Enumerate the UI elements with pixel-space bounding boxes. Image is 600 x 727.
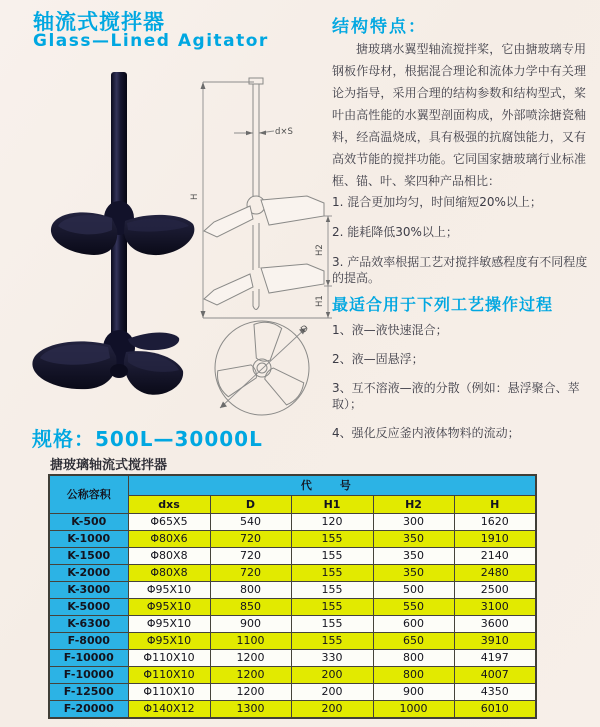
spec-range-label: 规格：500L—30000L: [32, 427, 263, 451]
value-cell: 1200: [210, 650, 291, 667]
model-cell: K-500: [49, 514, 128, 531]
value-cell: 540: [210, 514, 291, 531]
col-header-d: D: [210, 496, 291, 514]
value-cell: Φ95X10: [128, 582, 210, 599]
value-cell: 300: [373, 514, 454, 531]
value-cell: 350: [373, 531, 454, 548]
table-row: [49, 701, 536, 719]
feature-item: 2. 能耗降低30%以上；: [332, 225, 458, 239]
table-row: [49, 684, 536, 701]
value-cell: 4007: [454, 667, 536, 684]
value-cell: 155: [291, 548, 373, 565]
applications-heading: 最适合用于下列工艺操作过程: [332, 295, 554, 314]
model-cell: K-1500: [49, 548, 128, 565]
value-cell: 900: [210, 616, 291, 633]
top-view-drawing: [214, 320, 311, 415]
application-item: 4、强化反应釜内液体物料的流动；: [332, 426, 520, 440]
col-header-code-group: 代 号: [128, 475, 536, 496]
value-cell: 1000: [373, 701, 454, 719]
dim-label-d: D: [299, 323, 311, 336]
value-cell: 3600: [454, 616, 536, 633]
value-cell: Φ110X10: [128, 650, 210, 667]
spec-table-caption: 搪玻璃轴流式搅拌器: [50, 458, 168, 473]
value-cell: 720: [210, 548, 291, 565]
value-cell: Φ95X10: [128, 616, 210, 633]
page-title-cn: 轴流式搅拌器: [33, 10, 165, 34]
value-cell: 155: [291, 531, 373, 548]
model-cell: K-5000: [49, 599, 128, 616]
value-cell: 155: [291, 616, 373, 633]
table-row: [49, 514, 536, 531]
model-cell: K-2000: [49, 565, 128, 582]
value-cell: Φ80X8: [128, 565, 210, 582]
application-item: 3、互不溶液—液的分散（例如：悬浮聚合、萃取）；: [332, 381, 580, 411]
table-row: [49, 616, 536, 633]
col-header-h: H: [454, 496, 536, 514]
model-cell: K-1000: [49, 531, 128, 548]
col-header-dxs: dxs: [128, 496, 210, 514]
value-cell: 850: [210, 599, 291, 616]
product-illustrations: [8, 58, 338, 430]
value-cell: 2140: [454, 548, 536, 565]
value-cell: 6010: [454, 701, 536, 719]
dim-label-h2: H2: [315, 244, 325, 256]
value-cell: Φ140X12: [128, 701, 210, 719]
table-row: [49, 565, 536, 582]
value-cell: 3100: [454, 599, 536, 616]
value-cell: Φ80X6: [128, 531, 210, 548]
value-cell: Φ110X10: [128, 667, 210, 684]
table-row: [49, 548, 536, 565]
value-cell: 1100: [210, 633, 291, 650]
value-cell: Φ110X10: [128, 684, 210, 701]
page-title-en: Glass—Lined Agitator: [33, 31, 269, 51]
model-cell: K-3000: [49, 582, 128, 599]
dim-label-h1: H1: [315, 295, 325, 307]
value-cell: 200: [291, 701, 373, 719]
value-cell: 1620: [454, 514, 536, 531]
value-cell: 650: [373, 633, 454, 650]
col-header-h2: H2: [373, 496, 454, 514]
table-row: [49, 582, 536, 599]
value-cell: 600: [373, 616, 454, 633]
value-cell: 350: [373, 565, 454, 582]
table-row: [49, 531, 536, 548]
value-cell: 155: [291, 599, 373, 616]
value-cell: 800: [373, 667, 454, 684]
value-cell: 720: [210, 565, 291, 582]
features-paragraph: 搪玻璃水翼型轴流搅拌桨，它由搪玻璃专用钢板作母材，根据混合理论和流体力学中有关理论为指导，采用合理的结构参数和结构型式，桨叶由高性能的水翼型剖面构成，外部喷涂搪瓷釉料，经高温烧成，具有极强的抗腐蚀能力，又有高效节能的搅拌功能。它同国家搪玻璃行业标准框、锚、叶、桨四种产品相比：: [332, 42, 586, 188]
value-cell: 1200: [210, 684, 291, 701]
feature-item: 1. 混合更加均匀，时间缩短20%以上；: [332, 195, 542, 209]
spec-table: [48, 474, 537, 719]
value-cell: 2480: [454, 565, 536, 582]
value-cell: Φ95X10: [128, 599, 210, 616]
value-cell: 500: [373, 582, 454, 599]
application-item: 2、液—固悬浮；: [332, 352, 424, 366]
spec-table-body: [49, 514, 536, 719]
model-cell: F-10000: [49, 667, 128, 684]
features-heading: 结构特点：: [332, 17, 427, 37]
value-cell: 3910: [454, 633, 536, 650]
col-header-nominal-volume: 公称容积: [49, 475, 128, 514]
value-cell: 1200: [210, 667, 291, 684]
dim-label-dxs: d×S: [275, 127, 293, 137]
table-row: [49, 599, 536, 616]
value-cell: 350: [373, 548, 454, 565]
application-item: 1、液—液快速混合；: [332, 323, 448, 337]
value-cell: 155: [291, 633, 373, 650]
model-cell: K-6300: [49, 616, 128, 633]
model-cell: F-8000: [49, 633, 128, 650]
value-cell: 155: [291, 582, 373, 599]
value-cell: 2500: [454, 582, 536, 599]
dim-label-h: H: [190, 193, 200, 200]
value-cell: 800: [210, 582, 291, 599]
value-cell: Φ95X10: [128, 633, 210, 650]
applications-list: [332, 322, 588, 454]
table-row: [49, 633, 536, 650]
model-cell: F-12500: [49, 684, 128, 701]
value-cell: 200: [291, 684, 373, 701]
model-cell: F-10000: [49, 650, 128, 667]
value-cell: 720: [210, 531, 291, 548]
table-row: [49, 650, 536, 667]
col-header-h1: H1: [291, 496, 373, 514]
model-cell: F-20000: [49, 701, 128, 719]
value-cell: Φ65X5: [128, 514, 210, 531]
value-cell: 4197: [454, 650, 536, 667]
value-cell: 800: [373, 650, 454, 667]
value-cell: Φ80X8: [128, 548, 210, 565]
side-view-drawing: [190, 78, 332, 318]
value-cell: 120: [291, 514, 373, 531]
value-cell: 1910: [454, 531, 536, 548]
value-cell: 900: [373, 684, 454, 701]
value-cell: 200: [291, 667, 373, 684]
value-cell: 1300: [210, 701, 291, 719]
value-cell: 550: [373, 599, 454, 616]
product-photo: [32, 72, 194, 395]
value-cell: 4350: [454, 684, 536, 701]
table-row: [49, 667, 536, 684]
value-cell: 330: [291, 650, 373, 667]
features-list: [332, 194, 588, 300]
value-cell: 155: [291, 565, 373, 582]
feature-item: 3. 产品效率根据工艺对搅拌敏感程度有不同程度的提高。: [332, 255, 588, 285]
